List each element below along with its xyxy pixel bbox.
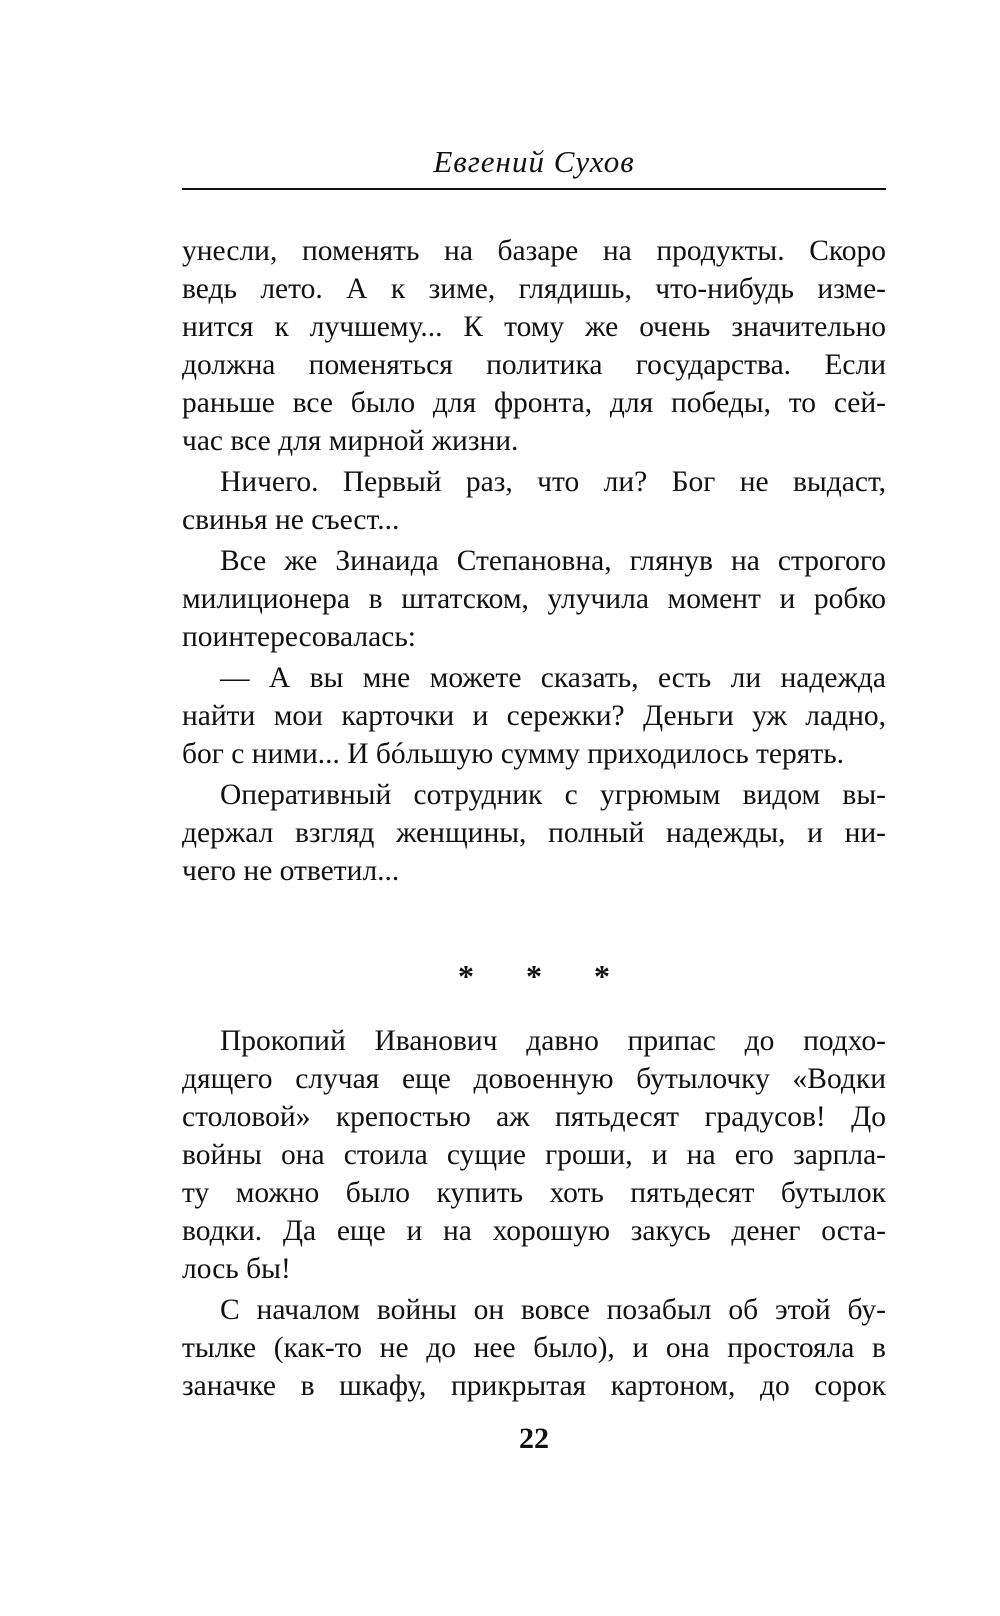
- scene-break: * * *: [458, 958, 632, 994]
- paragraph: [182, 1022, 886, 1288]
- text-line: держал взгляд женщины, полный надежды, и ни-: [182, 817, 886, 849]
- text-line: ведь лето. А к зиме, глядишь, что-нибудь изме-: [182, 273, 886, 305]
- text-line: Все же Зинаида Степановна, глянув на строгого: [220, 545, 886, 577]
- text-line: войны она стоила сущие гроши, и на его зарпла-: [182, 1139, 886, 1171]
- text-line: бог с ними... И бóльшую сумму приходилось терять.: [182, 738, 845, 770]
- running-head: Евгений Сухов: [433, 144, 635, 179]
- text-line: столовой» крепостью аж пятьдесят градусов! До: [182, 1101, 886, 1133]
- text-line: Прокопий Иванович давно припас до подхо-: [220, 1025, 886, 1057]
- text-line: поинтересовалась:: [182, 621, 416, 653]
- text-block-before-break: [182, 232, 886, 893]
- paragraph: [182, 659, 886, 773]
- text-line: Ничего. Первый раз, что ли? Бог не выдаст,: [220, 466, 886, 498]
- text-line: дящего случая еще довоенную бутылочку «Водки: [182, 1063, 886, 1095]
- text-line: заначке в шкафу, прикрытая картоном, до сорок: [182, 1370, 886, 1402]
- text-line: тылке (как-то не до нее было), и она простояла в: [182, 1332, 886, 1364]
- paragraph: [182, 776, 886, 890]
- paragraph: [182, 1291, 886, 1405]
- text-line: Оперативный сотрудник с угрюмым видом вы-: [220, 779, 886, 811]
- paragraph: [182, 542, 886, 656]
- text-line: раньше все было для фронта, для победы, то сей-: [182, 387, 886, 419]
- text-line: найти мои карточки и сережки? Деньги уж ладно,: [182, 700, 886, 732]
- text-line: свинья не съест...: [182, 504, 400, 536]
- text-line: ту можно было купить хоть пятьдесят бутылок: [182, 1177, 886, 1209]
- text-line: унесли, поменять на базаре на продукты. Скоро: [182, 235, 886, 267]
- text-line: чего не ответил...: [182, 855, 400, 887]
- text-line: нится к лучшему... К тому же очень значительно: [182, 311, 886, 343]
- paragraph: [182, 232, 886, 460]
- text-line: лось бы!: [182, 1253, 291, 1285]
- header-rule: [182, 188, 886, 190]
- paragraph: [182, 463, 886, 539]
- text-block-after-break: [182, 1022, 886, 1408]
- text-line: должна поменяться политика государства. Если: [182, 349, 886, 381]
- page-number: 22: [519, 1422, 549, 1455]
- text-line: С началом войны он вовсе позабыл об этой бу-: [220, 1294, 886, 1326]
- text-line: час все для мирной жизни.: [182, 425, 519, 457]
- text-line: водки. Да еще и на хорошую закусь денег оста-: [182, 1215, 886, 1247]
- text-line: милиционера в штатском, улучила момент и робко: [182, 583, 886, 615]
- text-line: — А вы мне можете сказать, есть ли надежда: [220, 662, 886, 694]
